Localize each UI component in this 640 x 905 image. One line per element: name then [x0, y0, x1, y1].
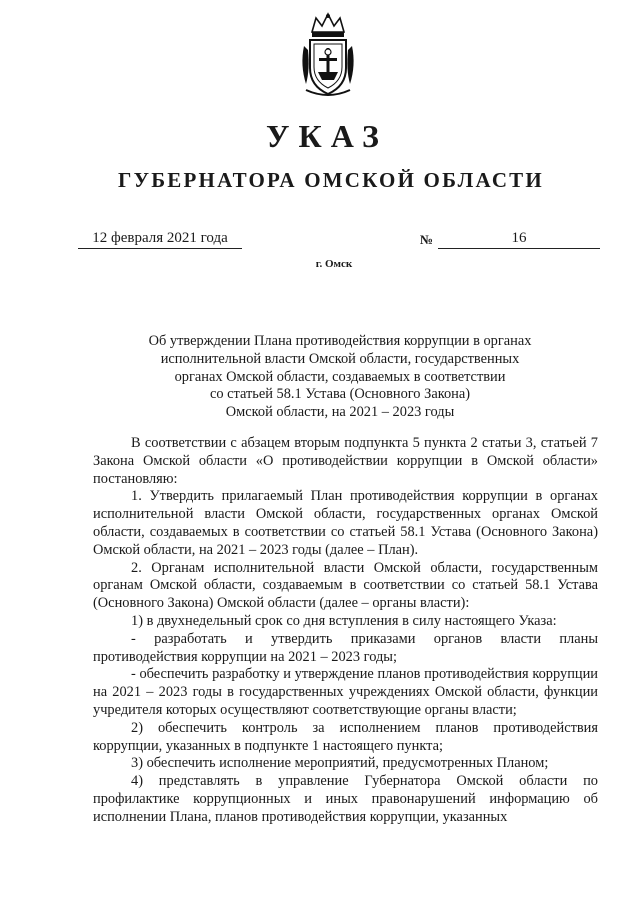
subject-line: Об утверждении Плана противодействия коррупции в органах — [148, 333, 532, 349]
decree-number: 16 — [438, 228, 600, 249]
body-paragraph: - разработать и утвердить приказами органов власти планы противодействия коррупции на 2021 – 2023 годы; — [93, 630, 598, 665]
issuer-title: ГУБЕРНАТОРА ОМСКОЙ ОБЛАСТИ — [118, 168, 544, 192]
subject-line: со статьей 58.1 Устава (Основного Закона) — [209, 386, 471, 403]
document-subject — [120, 333, 560, 422]
body-paragraph: 1. Утвердить прилагаемый План противодействия коррупции в органах исполнительной власти Омской области, государственных органах Омской области, создаваемых в соответствии со статьей 58.1 Устава (Основного Закона) Омской области, на 2021 – 2023 годы (далее – План). — [93, 488, 598, 558]
city: г. Омск — [315, 258, 353, 270]
subject-line: Омской области, на 2021 – 2023 годы — [225, 404, 455, 421]
body-paragraph: В соответствии с абзацем вторым подпункта 5 пункта 2 статьи 3, статьей 7 Закона Омской области «О противодействии коррупции в Омской области» постановляю: — [93, 435, 598, 487]
decree-body — [93, 435, 598, 827]
body-paragraph: 2. Органам исполнительной власти Омской области, государственным органам Омской области, создаваемым в соответствии со статьей 58.1 Устава (Основного Закона) Омской области (далее – органы власти): — [93, 559, 598, 612]
number-label: № — [420, 232, 434, 247]
decree-date: 12 февраля 2021 года — [78, 228, 242, 249]
body-paragraph: 2) обеспечить контроль за исполнением планов противодействия коррупции, указанных в подпункте 1 настоящего пункта; — [93, 719, 598, 754]
omsk-coat-of-arms-icon — [298, 10, 358, 100]
body-paragraph: 4) представлять в управление Губернатора Омской области по профилактике коррупционных и иных правонарушений информацию об исполнении Плана, планов противодействия коррупции, указанных — [93, 773, 598, 825]
subject-line: исполнительной власти Омской области, государственных — [160, 350, 520, 367]
body-paragraph: 3) обеспечить исполнение мероприятий, предусмотренных Планом; — [131, 755, 549, 772]
body-paragraph: 1) в двухнедельный срок со дня вступления в силу настоящего Указа: — [131, 612, 557, 629]
subject-line: органах Омской области, создаваемых в соответствии — [174, 368, 506, 385]
body-paragraph: - обеспечить разработку и утверждение планов противодействия коррупции на 2021 – 2023 годы в государственных учреждениях Омской области, функции учредителя которых осуществляют соответствующие органы власти; — [93, 666, 598, 718]
decree-title: УКАЗ — [266, 118, 388, 154]
